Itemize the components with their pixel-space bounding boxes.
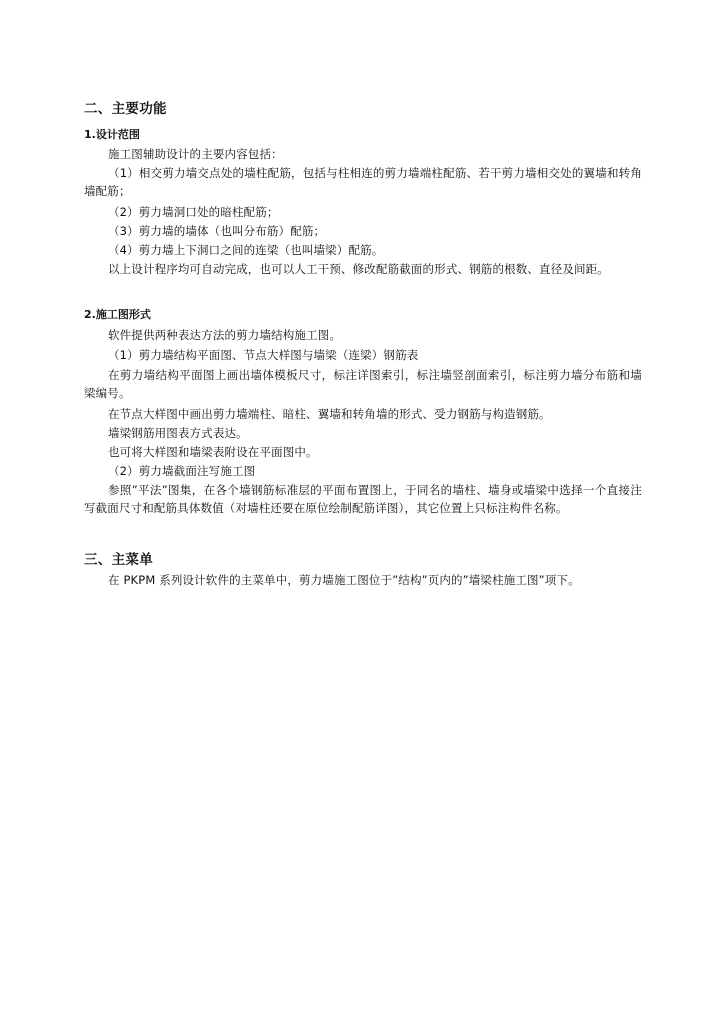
paragraph: 软件提供两种表达方法的剪力墙结构施工图。 bbox=[108, 328, 341, 342]
subsection-heading-drawing-forms: 2.施工图形式 bbox=[84, 308, 151, 321]
paragraph: 施工图辅助设计的主要内容包括： bbox=[108, 147, 283, 161]
section-heading-main-menu: 三、主菜单 bbox=[84, 552, 153, 568]
paragraph: （4）剪力墙上下洞口之间的连梁（也叫墙梁）配筋。 bbox=[108, 243, 384, 257]
paragraph: （2）剪力墙截面注写施工图 bbox=[108, 464, 256, 478]
paragraph: （2）剪力墙洞口处的暗柱配筋； bbox=[108, 205, 279, 219]
paragraph: 以上设计程序均可自动完成，也可以人工干预、修改配筋截面的形式、钢筋的根数、直径及间距。 bbox=[108, 262, 609, 276]
paragraph: （1）剪力墙结构平面图、节点大样图与墙梁（连梁）钢筋表 bbox=[108, 348, 419, 362]
paragraph: 也可将大样图和墙梁表附设在平面图中。 bbox=[108, 445, 318, 459]
section-heading-main-functions: 二、主要功能 bbox=[84, 101, 167, 117]
paragraph: 在节点大样图中画出剪力墙端柱、暗柱、翼墙和转角墙的形式、受力钢筋与构造钢筋。 bbox=[108, 407, 551, 421]
paragraph: （1）相交剪力墙交点处的墙柱配筋，包括与柱相连的剪力墙端柱配筋、若干剪力墙相交处的翼墙和转角墙配筋； bbox=[84, 166, 642, 198]
subsection-heading-design-scope: 1.设计范围 bbox=[84, 128, 140, 141]
paragraph: （3）剪力墙的墙体（也叫分布筋）配筋； bbox=[108, 224, 326, 238]
paragraph: 在 PKPM 系列设计软件的主菜单中，剪力墙施工图位于”结构”页内的”墙梁柱施工图”项下。 bbox=[108, 573, 580, 587]
paragraph: 墙梁钢筋用图表方式表达。 bbox=[108, 426, 248, 440]
paragraph: 在剪力墙结构平面图上画出墙体模板尺寸，标注详图索引，标注墙竖剖面索引，标注剪力墙分布筋和墙梁编号。 bbox=[84, 368, 642, 400]
paragraph: 参照”平法”图集，在各个墙钢筋标准层的平面布置图上，于同名的墙柱、墙身或墙梁中选择一个直接注写截面尺寸和配筋具体数值（对墙柱还要在原位绘制配筋详图），其它位置上只标注构件名称。 bbox=[84, 483, 642, 515]
